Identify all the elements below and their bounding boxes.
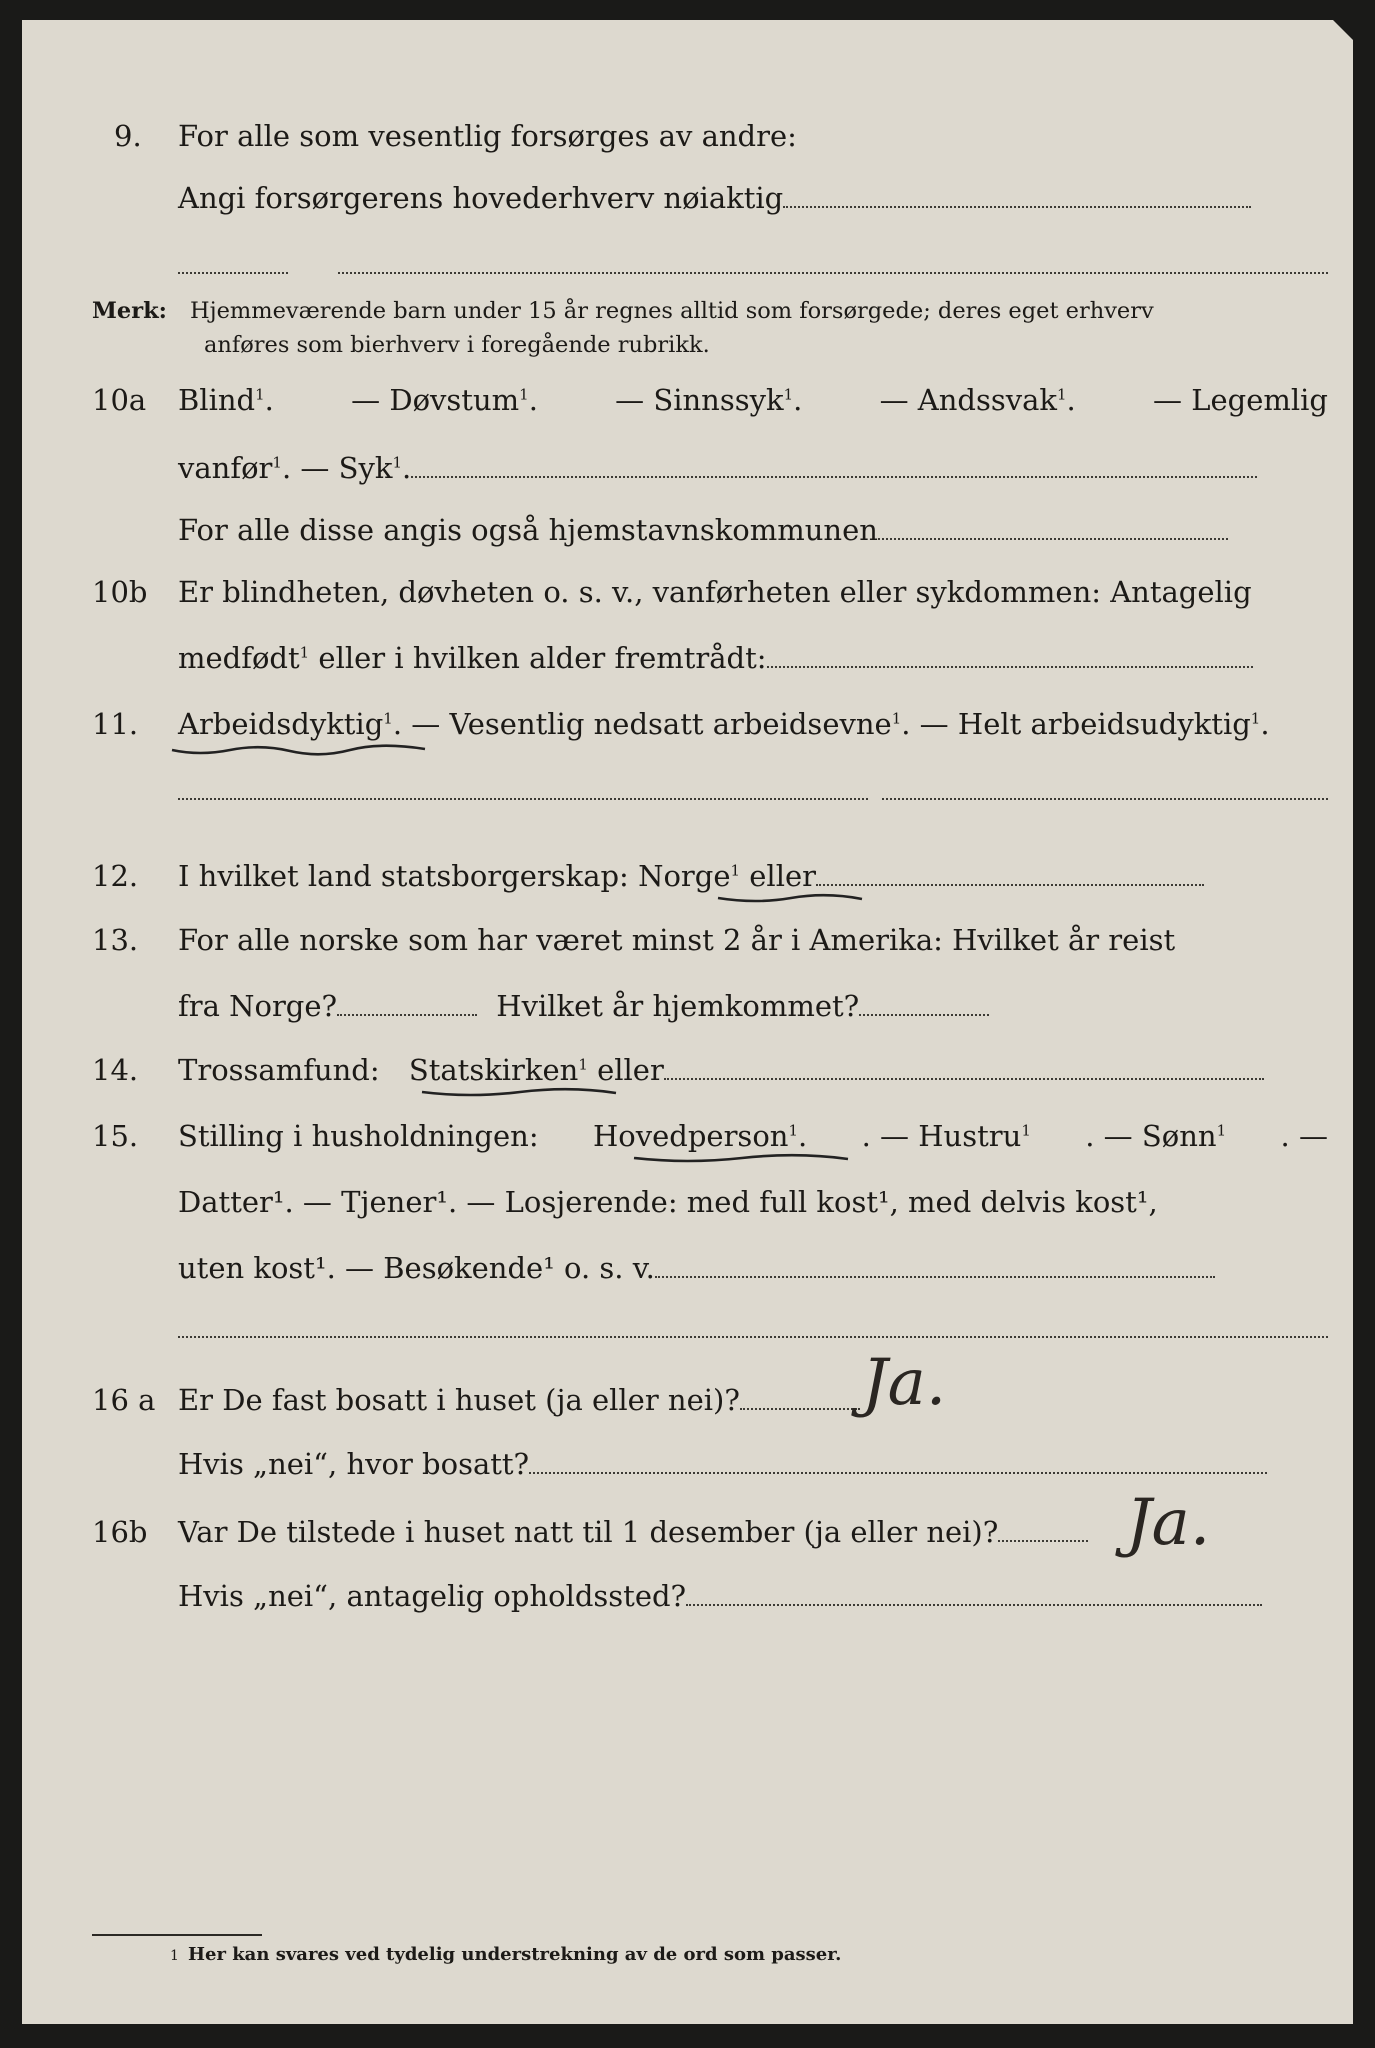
merk-line-1: Hjemmeværende barn under 15 år regnes alltid som forsørgede; deres eget erhverv (190, 298, 1154, 324)
q13-number: 13. (92, 923, 139, 957)
q15-line-2[interactable]: Datter¹. — Tjener¹. — Losjerende: med full kost¹, med delvis kost¹, (178, 1185, 1158, 1219)
q10a-sinnssyk[interactable]: — Sinnssyk$^1$. (615, 383, 803, 417)
q16a-number: 16 a (92, 1383, 156, 1417)
q10a-syk-field[interactable] (411, 476, 1257, 478)
q10b-age-label: eller i hvilken alder fremtrådt: (318, 641, 767, 675)
q13-line-1: For alle norske som har været minst 2 år i Amerika: Hvilket år reist (178, 923, 1176, 957)
q10a-vanfor[interactable]: vanfør$^1$. (178, 451, 292, 485)
q16b-answer-field[interactable] (998, 1540, 1088, 1542)
q15-hovedperson[interactable]: Hovedperson$^1$. (592, 1119, 808, 1153)
q11-number: 11. (92, 707, 139, 741)
census-form-page (22, 20, 1353, 2024)
q16b-number: 16b (92, 1515, 148, 1549)
q11-line: Arbeidsdyktig$^1$. — Vesentlig nedsatt arbeidsevne$^1$. — Helt arbeidsudyktig$^1$. (178, 707, 1270, 741)
q10a-syk[interactable]: — Syk$^1$. (300, 451, 412, 485)
q9-extra-field-a[interactable] (178, 272, 288, 274)
q10a-line-3 (178, 510, 1228, 550)
q9-question: For alle som vesentlig forsørges av andre: (178, 119, 797, 153)
q14-question: Trossamfund: (178, 1053, 380, 1087)
q10b-line-2 (178, 638, 1253, 678)
q12-question: I hvilket land statsborgerskap: (178, 859, 629, 893)
q12-eller: eller (749, 859, 817, 893)
q16a-question: Er De fast bosatt i huset (ja eller nei)? (178, 1383, 740, 1417)
q16a-answer-field[interactable] (740, 1408, 860, 1410)
q13-return-label: Hvilket år hjemkommet? (496, 989, 860, 1023)
q13-return-field[interactable] (859, 1014, 989, 1016)
q16b-location-label: Hvis „nei“, antagelig opholdssted? (178, 1579, 687, 1613)
q15-extra-field[interactable] (178, 1336, 1328, 1338)
q11-udyktig[interactable]: . — Helt arbeidsudyktig$^1$ (901, 707, 1261, 741)
q9-provider-line (178, 178, 1251, 218)
q16a-handwritten-answer: Ja. (862, 1346, 947, 1420)
q16a-residence-label: Hvis „nei“, hvor bosatt? (178, 1447, 530, 1481)
q13-departure-field[interactable] (337, 1014, 477, 1016)
footnote-text: Her kan svares ved tydelig understrekning av de ord som passer. (188, 1944, 842, 1965)
q10a-legemlig[interactable]: — Legemlig (1153, 383, 1328, 417)
q11-field-a[interactable] (178, 798, 868, 800)
q15-line-3 (178, 1248, 1215, 1288)
q16b-question: Var De tilstede i huset natt til 1 desember (ja eller nei)? (178, 1515, 999, 1549)
q15-question: Stilling i husholdningen: (178, 1119, 539, 1153)
q10b-medfodt[interactable]: medfødt$^1$ (178, 641, 310, 675)
q14-statskirken[interactable]: Statskirken$^1$ (408, 1053, 588, 1087)
q12-number: 12. (92, 859, 139, 893)
q10a-line-1 (178, 380, 1328, 420)
merk-line-2: anføres som bierhverv i foregående rubrikk. (204, 332, 710, 358)
q14-field[interactable] (664, 1078, 1264, 1080)
q10a-hometown-label: For alle disse angis også hjemstavnskommunen (178, 513, 878, 547)
q16a-line-1 (178, 1380, 860, 1420)
q10a-dovstum[interactable]: — Døvstum$^1$. (351, 383, 538, 417)
q12-norge[interactable]: Norge$^1$ (638, 859, 741, 893)
q12-field[interactable] (816, 884, 1204, 886)
q16a-line-2 (178, 1444, 1267, 1484)
q16b-line-1 (178, 1512, 1088, 1552)
q15-line-1: Stilling i husholdningen: Hovedperson$^1$. . — Hustru$^1$ . — Sønn$^1$ . — (178, 1116, 1328, 1156)
q15-hustru[interactable]: . — Hustru$^1$ (861, 1119, 1031, 1153)
footnote-mark: 1 (170, 1948, 179, 1964)
q15-options-tail[interactable]: uten kost¹. — Besøkende¹ o. s. v. (178, 1251, 655, 1285)
q13-line-2 (178, 986, 989, 1026)
torn-corner (1333, 20, 1355, 42)
q15-number: 15. (92, 1119, 139, 1153)
q15-underline-mark (632, 1152, 852, 1166)
q9-number: 9. (114, 119, 142, 153)
q16b-line-2 (178, 1576, 1262, 1616)
q9-provider-field[interactable] (783, 206, 1251, 208)
q11-arbeidsdyktig[interactable]: Arbeidsdyktig$^1$ (178, 707, 393, 741)
q10a-blind[interactable]: Blind$^1$. (178, 383, 274, 417)
q11-underline-mark (170, 742, 430, 758)
q10b-line-1: Er blindheten, døvheten o. s. v., vanførheten eller sykdommen: Antagelig (178, 575, 1252, 609)
q14-number: 14. (92, 1053, 139, 1087)
q14-underline-mark (420, 1086, 620, 1100)
q13-departure-label: fra Norge? (178, 989, 338, 1023)
q16b-handwritten-answer: Ja. (1126, 1486, 1211, 1560)
q10a-andssvak[interactable]: — Andssvak$^1$. (879, 383, 1076, 417)
q15-field[interactable] (655, 1276, 1215, 1278)
q14-line (178, 1050, 1264, 1090)
q10a-number: 10a (92, 383, 147, 417)
q9-provider-label: Angi forsørgerens hovederhverv nøiaktig (178, 181, 784, 215)
q10b-number: 10b (92, 575, 148, 609)
q11-field-b[interactable] (882, 798, 1328, 800)
q15-sonn[interactable]: . — Sønn$^1$ (1085, 1119, 1227, 1153)
q11-nedsatt[interactable]: . — Vesentlig nedsatt arbeidsevne$^1$ (392, 707, 902, 741)
footnote-rule (92, 1934, 262, 1936)
q12-line (178, 856, 1204, 896)
q9-extra-field-b[interactable] (338, 272, 1328, 274)
q16a-residence-field[interactable] (529, 1472, 1267, 1474)
q14-eller: eller (597, 1053, 664, 1087)
q10a-line-2 (178, 448, 1257, 488)
q16b-location-field[interactable] (686, 1604, 1262, 1606)
merk-label: Merk: (92, 298, 167, 324)
q10b-age-field[interactable] (767, 666, 1253, 668)
q10a-hometown-field[interactable] (878, 538, 1228, 540)
q12-underline-mark (716, 892, 866, 906)
